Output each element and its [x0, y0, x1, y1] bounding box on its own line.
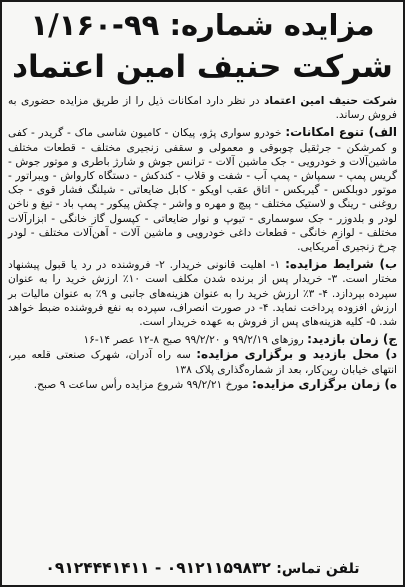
- company-name-title: شرکت حنیف امین اعتماد: [12, 49, 393, 85]
- section-b-conditions: [8, 257, 397, 329]
- intro-company-name: شرکت حنیف امین اعتماد: [263, 95, 397, 107]
- section-e-auction-time: [8, 377, 397, 392]
- intro-paragraph: [8, 94, 397, 122]
- contact-numbers: ۰۹۱۲۱۱۵۹۸۳۲ - ۰۹۱۲۴۴۴۱۴۱۱: [45, 559, 271, 577]
- section-c-title: ج) زمان بازدید:: [307, 332, 397, 347]
- section-b-text: ۱- اهلیت قانونی خریدار. ۲- فروشنده در رد یا قبول پیشنهاد مختار است. ۳- خریدار پس از برنده شدن مکلف است ۱۰٪ ارزش خرید را به عنوان سپرده بپردازد. ۴- ۳٪ ارزش خرید را به عنوان هزینه‌های جانبی و ۹٪ به عنوان مالیات بر ارزش افزوده پرداخت نماید. ۴- در صورت انصراف، سپرده به نفع فروشنده ضبط خواهد شد. ۵- کلیه هزینه‌های پس از فروش به عهده خریدار است.: [8, 259, 397, 329]
- section-e-title: ه) زمان برگزاری مزایده:: [252, 376, 397, 391]
- section-b-title: ب) شرایط مزایده:: [285, 257, 398, 272]
- section-d-text: سه راه آدران، شهرک صنعتی قلعه میر، انتهای خیابان رین‌کار، بعد از شماره‌گذاری پلاک ۱۳۸: [8, 349, 397, 376]
- section-e-text: مورخ ۹۹/۲/۲۱ شروع مزایده رأس ساعت ۹ صبح.: [33, 378, 253, 391]
- section-c-visit-time: [8, 332, 397, 347]
- contact-label: تلفن تماس:: [276, 561, 360, 577]
- contact-phone: [2, 558, 403, 579]
- auction-number-title: مزایده شماره: ۹۹-۱/۱۶۰: [30, 8, 375, 42]
- section-d-location: [8, 347, 397, 376]
- section-a-title: الف) تنوع امکانات:: [285, 125, 397, 140]
- section-d-title: د) محل بازدید و برگزاری مزایده:: [196, 347, 397, 362]
- section-a-text: خودرو سواری پژو، پیکان - کامیون شاسی ماک - گریدر - کفی و کمرشکن - جرثقیل چوبوقی و معمولی و سقفی زنجیری مختلف - قطعات مختلف ماشین‌آلات و خودرویی - جک ماشین آلات - ترانس جوش و شارژ باطری و موتور جوش - گریس پمپ - سمپاش - پمپ آب - شفت و قلاب - کندکش - دستگاه کارواش - ویبراتور - موتور دوبلکس - گیربکس - اتاق عقب اویکو - کابل ضایعاتی - شیلنگ فشار قوی - جک روغنی - رینگ و لاستیک مختلف - پیچ و مهره و واشر - چکش پیکور - پمپ باد - تیغ و ناخن لودر و بلدوزر - جک سوسماری - تیوپ و نوار ضایعاتی - کپسول گاز خانگی - ابزارآلات مختلف - لوازم خانگی - قطعات داغی خودرویی و ماشین آلات - آهن‌آلات مختلف - لودر چرخ زنجیری آمریکایی.: [8, 127, 397, 254]
- section-a-items: [8, 125, 397, 254]
- intro-text: در نظر دارد امکانات ذیل را از طریق مزایده حضوری به فروش رساند.: [8, 95, 397, 122]
- section-c-text: روزهای ۹۹/۲/۱۹ و ۹۹/۲/۲۰ صبح ۸-۱۲ عصر ۱۴-۱۶: [83, 334, 308, 347]
- notice-body: [8, 94, 397, 392]
